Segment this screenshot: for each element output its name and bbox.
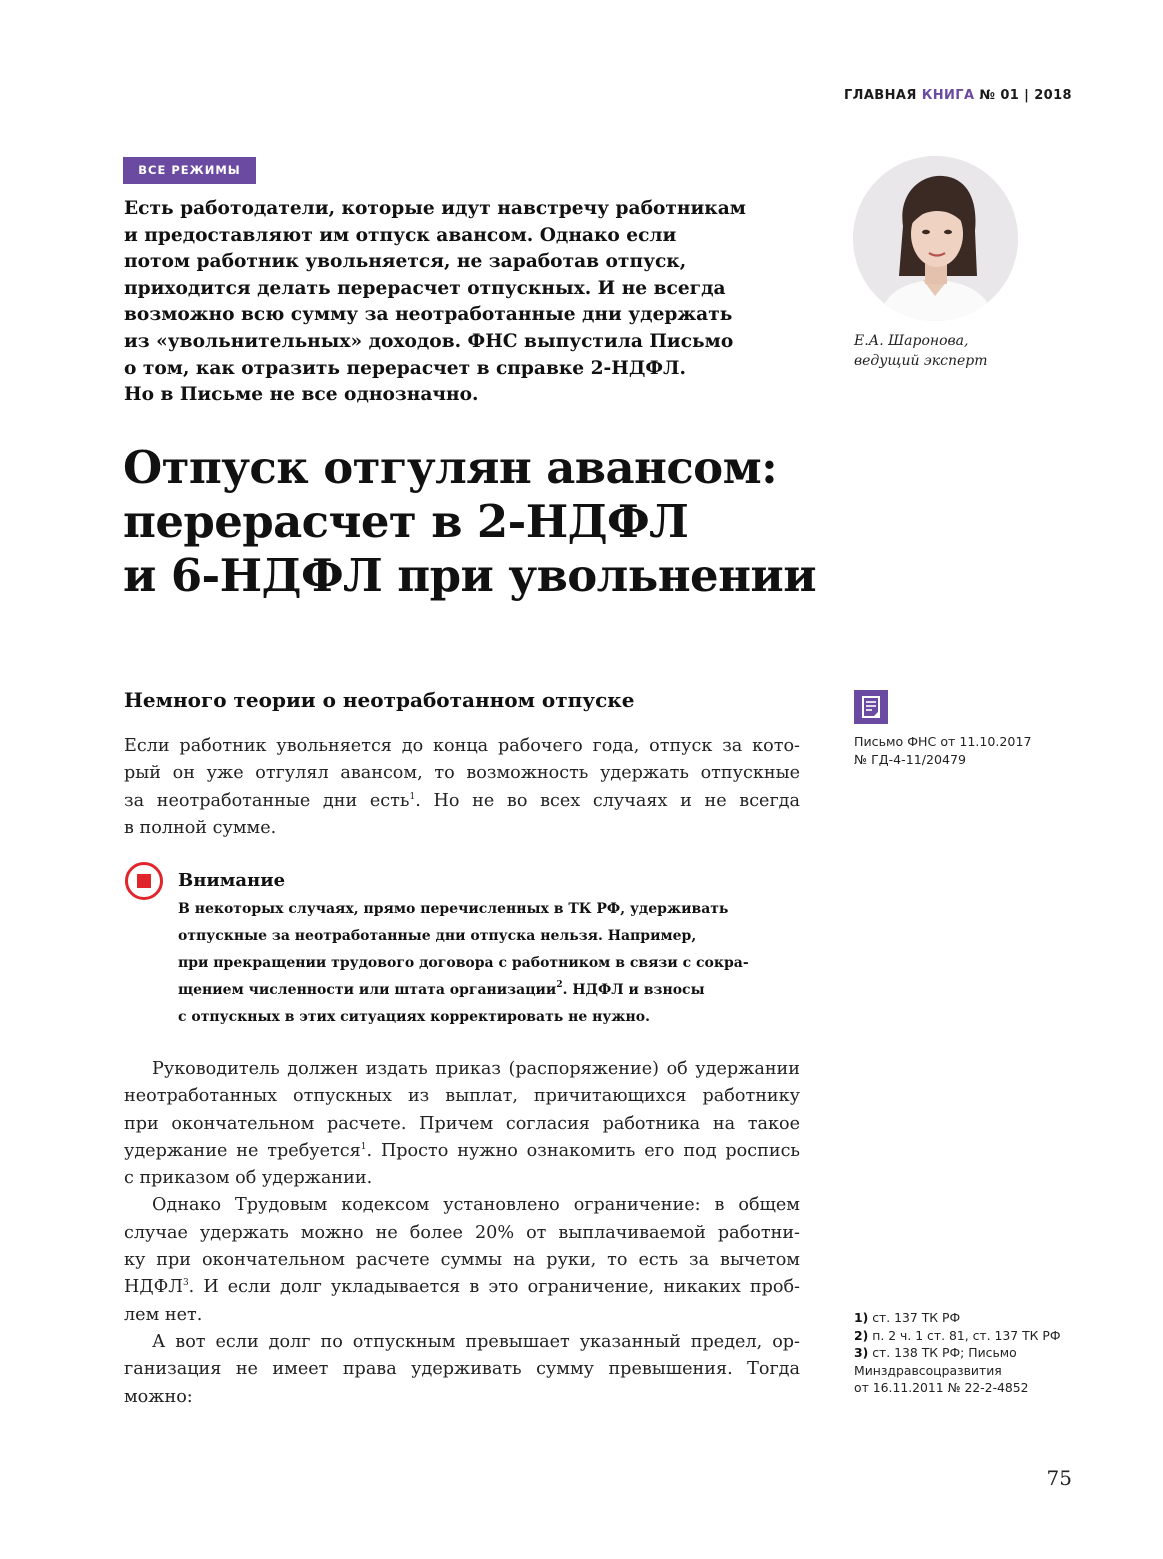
footnote: 1) ст. 137 ТК РФ <box>854 1310 961 1325</box>
footnote-ref[interactable]: 1 <box>360 1141 367 1152</box>
author-name: Е.А. Шаронова, <box>854 333 969 349</box>
intro-line: Если работник увольняется до конца рабочего года, отпуск за кото- <box>124 736 800 756</box>
publication-name: ГЛАВНАЯ <box>843 88 917 103</box>
footnote-ref[interactable]: 2 <box>556 980 563 990</box>
running-header <box>700 88 1072 103</box>
publication-name-accent: КНИГА <box>921 88 975 103</box>
lead-line: возможно всю сумму за неотработанные дни удержать <box>124 304 733 326</box>
document-icon <box>854 690 888 724</box>
body-line: Руководитель должен издать приказ (распоряжение) об удержании <box>152 1059 800 1079</box>
lead-line: и предоставляют им отпуск авансом. Однако если <box>124 224 677 246</box>
body-line: случае удержать можно не более 20% от выплачиваемой работни- <box>124 1222 800 1243</box>
attention-line: при прекращении трудового договора с работником в связи с сокра- <box>178 955 749 971</box>
footnote-ref[interactable]: 3 <box>182 1278 189 1289</box>
author-role: ведущий эксперт <box>854 353 988 369</box>
page-number: 75 <box>1046 1466 1072 1490</box>
lead-line: из «увольнительных» доходов. ФНС выпустила Письмо <box>124 330 734 352</box>
side-reference-line: № ГД-4-11/20479 <box>854 751 967 767</box>
body-line: можно: <box>124 1386 193 1407</box>
footnote-continuation: Минздравсоцразвития <box>854 1362 1002 1378</box>
body-line: лем нет. <box>124 1304 203 1325</box>
attention-line: щением численности или штата организации$^2$. НДФЛ и взносы <box>178 980 705 998</box>
body-line: неотработанных отпускных из выплат, причитающихся работнику <box>124 1086 800 1107</box>
category-tag: ВСЕ РЕЖИМЫ <box>123 157 256 184</box>
attention-line: В некоторых случаях, прямо перечисленных в ТК РФ, удерживать <box>178 901 729 917</box>
body-line: при окончательном расчете. Причем согласия работника на такое <box>124 1113 800 1134</box>
footnote-continuation: от 16.11.2011 № 22-2-4852 <box>854 1380 1029 1395</box>
author-photo <box>853 156 1018 321</box>
footnote: 3) ст. 138 ТК РФ; Письмо <box>854 1345 1017 1360</box>
lead-line: о том, как отразить перерасчет в справке 2-НДФЛ. <box>124 357 686 379</box>
body-text <box>124 1056 800 1411</box>
body-line: с приказом об удержании. <box>124 1168 373 1189</box>
lead-line: Есть работодатели, которые идут навстречу работникам <box>124 198 746 219</box>
section-heading: Немного теории о неотработанном отпуске <box>124 688 635 712</box>
body-line: Однако Трудовым кодексом установлено ограничение: в общем <box>152 1195 800 1216</box>
intro-line: рый он уже отгулял авансом, то возможность удержать отпускные <box>124 763 800 784</box>
body-line: А вот если долг по отпускным превышает указанный предел, ор- <box>152 1331 800 1352</box>
footnote: 2) п. 2 ч. 1 ст. 81, ст. 137 ТК РФ <box>854 1327 1061 1343</box>
title-line: перерасчет в 2-НДФЛ <box>123 495 689 548</box>
attention-line: с отпускных в этих ситуациях корректировать не нужно. <box>178 1009 650 1025</box>
attention-line: отпускные за неотработанные дни отпуска нельзя. Например, <box>178 928 697 944</box>
attention-body <box>178 896 808 1031</box>
issue-number: № 01 | 2018 <box>979 88 1072 103</box>
author-caption <box>854 331 1074 371</box>
title-line: Отпуск отгулян авансом: <box>123 441 778 494</box>
title-line: и 6-НДФЛ при увольнении <box>123 549 816 602</box>
author-portrait-icon <box>853 156 1018 321</box>
intro-paragraph <box>124 733 800 842</box>
body-line: НДФЛ$^3$. И если долг укладывается в это ограничение, никаких проб- <box>124 1277 800 1298</box>
intro-line: за неотработанные дни есть$^1$. Но не во всех случаях и не всегда <box>124 790 800 811</box>
attention-title: Внимание <box>178 870 286 891</box>
body-line: ку при окончательном расчете суммы на руки, то есть за вычетом <box>124 1250 800 1271</box>
body-line: удержание не требуется$^1$. Просто нужно ознакомить его под роспись <box>124 1140 800 1161</box>
side-reference <box>854 733 1084 768</box>
lead-line: потом работник увольняется, не заработав отпуск, <box>124 251 687 273</box>
body-line: ганизация не имеет права удерживать сумму превышения. Тогда <box>124 1359 800 1380</box>
attention-icon <box>124 861 164 901</box>
side-reference-line: Письмо ФНС от 11.10.2017 <box>854 734 1032 749</box>
lead-paragraph <box>124 196 814 409</box>
article-title <box>123 441 843 603</box>
footnotes <box>854 1309 1094 1397</box>
footnote-ref[interactable]: 1 <box>409 791 416 802</box>
lead-line: Но в Письме не все однозначно. <box>124 384 479 406</box>
lead-line: приходится делать перерасчет отпускных. И не всегда <box>124 277 726 299</box>
intro-line: в полной сумме. <box>124 817 277 838</box>
